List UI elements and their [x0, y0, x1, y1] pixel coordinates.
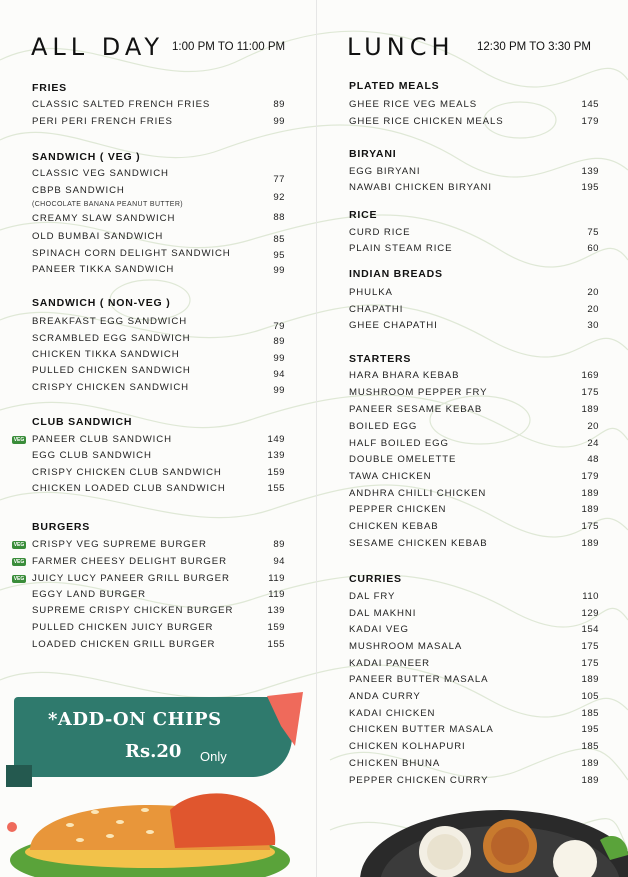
menu-item-price: 145	[581, 99, 599, 110]
all-day-hours: 1:00 PM TO 11:00 PM	[172, 41, 286, 53]
section-heading-rice: RICE	[349, 209, 378, 221]
menu-item-name: GHEE RICE CHICKEN MEALS	[349, 116, 504, 127]
lunch-title: LUNCH	[347, 33, 455, 61]
menu-item-name: SUPREME CRISPY CHICKEN BURGER	[32, 605, 234, 616]
menu-item-name: CHICKEN BUTTER MASALA	[349, 724, 494, 735]
all-day-title: ALL DAY	[31, 33, 165, 61]
menu-item-name: CHICKEN KOLHAPURI	[349, 741, 466, 752]
menu-item-note: (CHOCOLATE BANANA PEANUT BUTTER)	[32, 201, 184, 208]
menu-item-price: 99	[273, 385, 285, 396]
menu-item-name: PHULKA	[349, 287, 393, 298]
menu-item-name: EGG CLUB SANDWICH	[32, 450, 152, 461]
menu-item-name: PULLED CHICKEN SANDWICH	[32, 365, 191, 376]
menu-item-price: 195	[581, 182, 599, 193]
veg-badge-icon: VEG	[13, 437, 25, 443]
section-heading-plated-meals: PLATED MEALS	[349, 80, 440, 92]
menu-item-name: GHEE RICE VEG MEALS	[349, 99, 477, 110]
menu-item-price: 175	[581, 641, 599, 652]
menu-item-price: 195	[581, 724, 599, 735]
menu-item-price: 159	[267, 467, 285, 478]
menu-item-price: 139	[267, 450, 285, 461]
menu-item-name: MUSHROOM MASALA	[349, 641, 463, 652]
menu-item-price: 189	[581, 775, 599, 786]
menu-item-name: KADAI VEG	[349, 624, 409, 635]
menu-item-name: CURD RICE	[349, 227, 411, 238]
menu-item-name: HARA BHARA KEBAB	[349, 370, 460, 381]
section-heading-biryani: BIRYANI	[349, 148, 397, 160]
menu-item-price: 175	[581, 658, 599, 669]
section-heading-club-sandwich: CLUB SANDWICH	[32, 416, 133, 428]
veg-badge-icon: VEG	[13, 576, 25, 582]
menu-item-price: 129	[581, 608, 599, 619]
menu-item-name: CHICKEN LOADED CLUB SANDWICH	[32, 483, 226, 494]
menu-item-price: 110	[582, 591, 599, 602]
menu-item-price: 89	[273, 336, 285, 347]
menu-item-price: 119	[268, 573, 285, 584]
menu-item-name: DOUBLE OMELETTE	[349, 454, 457, 465]
menu-item-name: MUSHROOM PEPPER FRY	[349, 387, 488, 398]
menu-item-name: ANDA CURRY	[349, 691, 421, 702]
menu-item-price: 77	[273, 174, 285, 185]
menu-item-price: 95	[273, 250, 285, 261]
section-heading-curries: CURRIES	[349, 573, 402, 585]
menu-item-price: 189	[581, 758, 599, 769]
menu-item-price: 20	[587, 287, 599, 298]
menu-item-price: 79	[273, 321, 285, 332]
menu-item-price: 189	[581, 488, 599, 499]
menu-item-name: KADAI PANEER	[349, 658, 430, 669]
menu-item-name: PANEER BUTTER MASALA	[349, 674, 489, 685]
menu-item-price: 48	[587, 454, 599, 465]
menu-item-name: PANEER TIKKA SANDWICH	[32, 264, 175, 275]
menu-item-name: PANEER SESAME KEBAB	[349, 404, 483, 415]
menu-item-price: 159	[267, 622, 285, 633]
menu-item-price: 75	[587, 227, 599, 238]
menu-item-price: 99	[273, 116, 285, 127]
menu-item-name: OLD BUMBAI SANDWICH	[32, 231, 164, 242]
menu-item-price: 99	[273, 265, 285, 276]
menu-item-name: PEPPER CHICKEN CURRY	[349, 775, 489, 786]
menu-item-name: CHICKEN TIKKA SANDWICH	[32, 349, 180, 360]
menu-item-name: ANDHRA CHILLI CHICKEN	[349, 488, 487, 499]
menu-item-name: TAWA CHICKEN	[349, 471, 432, 482]
section-heading-starters: STARTERS	[349, 353, 412, 365]
menu-item-price: 189	[581, 674, 599, 685]
menu-item-name: SPINACH CORN DELIGHT SANDWICH	[32, 248, 231, 259]
menu-item-price: 92	[273, 192, 285, 203]
menu-item-name: PLAIN STEAM RICE	[349, 243, 453, 254]
menu-item-price: 154	[581, 624, 599, 635]
menu-item-name: CREAMY SLAW SANDWICH	[32, 213, 176, 224]
menu-item-name: CRISPY CHICKEN SANDWICH	[32, 382, 189, 393]
menu-item-name: EGGY LAND BURGER	[32, 589, 146, 600]
menu-item-price: 30	[587, 320, 599, 331]
addon-suffix: Only	[200, 749, 227, 764]
menu-item-name: PULLED CHICKEN JUICY BURGER	[32, 622, 214, 633]
menu-item-name: LOADED CHICKEN GRILL BURGER	[32, 639, 216, 650]
menu-item-price: 89	[273, 539, 285, 550]
menu-item-price: 139	[581, 166, 599, 177]
menu-item-price: 169	[581, 370, 599, 381]
menu-item-name: GHEE CHAPATHI	[349, 320, 438, 331]
menu-item-name: CLASSIC VEG SANDWICH	[32, 168, 169, 179]
menu-item-price: 155	[267, 483, 285, 494]
section-heading-indian-breads: INDIAN BREADS	[349, 268, 443, 280]
menu-item-name: KADAI CHICKEN	[349, 708, 436, 719]
menu-item-price: 24	[587, 438, 599, 449]
menu-item-name: PERI PERI FRENCH FRIES	[32, 116, 173, 127]
menu-item-name: CRISPY VEG SUPREME BURGER	[32, 539, 207, 550]
menu-item-price: 175	[581, 387, 599, 398]
menu-item-price: 99	[273, 353, 285, 364]
menu-item-price: 185	[581, 708, 599, 719]
menu-item-name: PANEER CLUB SANDWICH	[32, 434, 172, 445]
burger-illustration	[0, 770, 316, 877]
menu-item-name: BOILED EGG	[349, 421, 418, 432]
menu-item-price: 185	[581, 741, 599, 752]
menu-item-name: SESAME CHICKEN KEBAB	[349, 538, 488, 549]
menu-item-name: EGG BIRYANI	[349, 166, 421, 177]
menu-item-name: BREAKFAST EGG SANDWICH	[32, 316, 188, 327]
menu-item-name: DAL FRY	[349, 591, 396, 602]
addon-title: *ADD-ON CHIPS	[48, 709, 222, 730]
menu-item-name: PEPPER CHICKEN	[349, 504, 447, 515]
menu-item-price: 175	[581, 521, 599, 532]
menu-item-name: FARMER CHEESY DELIGHT BURGER	[32, 556, 227, 567]
addon-price: Rs.20	[125, 741, 182, 762]
menu-item-price: 88	[273, 212, 285, 223]
thali-illustration	[350, 800, 628, 877]
menu-item-price: 149	[267, 434, 285, 445]
menu-item-price: 60	[587, 243, 599, 254]
menu-item-name: CHICKEN KEBAB	[349, 521, 439, 532]
menu-item-price: 179	[581, 116, 599, 127]
menu-item-price: 119	[268, 589, 285, 600]
column-divider	[316, 0, 317, 877]
veg-badge-icon: VEG	[13, 542, 25, 548]
menu-item-name: CBPB SANDWICH	[32, 185, 125, 196]
section-heading-sandwich-non-veg: SANDWICH ( NON-VEG )	[32, 297, 171, 309]
menu-item-name: CHICKEN BHUNA	[349, 758, 441, 769]
lunch-hours: 12:30 PM TO 3:30 PM	[477, 41, 591, 53]
menu-item-price: 155	[267, 639, 285, 650]
menu-item-price: 94	[273, 556, 285, 567]
menu-item-name: JUICY LUCY PANEER GRILL BURGER	[32, 573, 230, 584]
menu-item-price: 139	[267, 605, 285, 616]
menu-item-name: DAL MAKHNI	[349, 608, 417, 619]
menu-item-name: NAWABI CHICKEN BIRYANI	[349, 182, 492, 193]
menu-item-price: 189	[581, 538, 599, 549]
menu-item-price: 20	[587, 421, 599, 432]
menu-item-name: HALF BOILED EGG	[349, 438, 449, 449]
section-heading-sandwich-veg: SANDWICH ( VEG )	[32, 151, 141, 163]
menu-item-name: CHAPATHI	[349, 304, 404, 315]
menu-item-name: SCRAMBLED EGG SANDWICH	[32, 333, 191, 344]
section-heading-burgers: BURGERS	[32, 521, 91, 533]
menu-item-price: 85	[273, 234, 285, 245]
menu-item-price: 20	[587, 304, 599, 315]
veg-badge-icon: VEG	[13, 559, 25, 565]
menu-item-price: 105	[581, 691, 599, 702]
section-heading-fries: FRIES	[32, 82, 67, 94]
menu-item-name: CLASSIC SALTED FRENCH FRIES	[32, 99, 211, 110]
menu-item-name: CRISPY CHICKEN CLUB SANDWICH	[32, 467, 222, 478]
menu-item-price: 189	[581, 504, 599, 515]
menu-item-price: 179	[581, 471, 599, 482]
menu-item-price: 94	[273, 369, 285, 380]
menu-item-price: 189	[581, 404, 599, 415]
menu-item-price: 89	[273, 99, 285, 110]
